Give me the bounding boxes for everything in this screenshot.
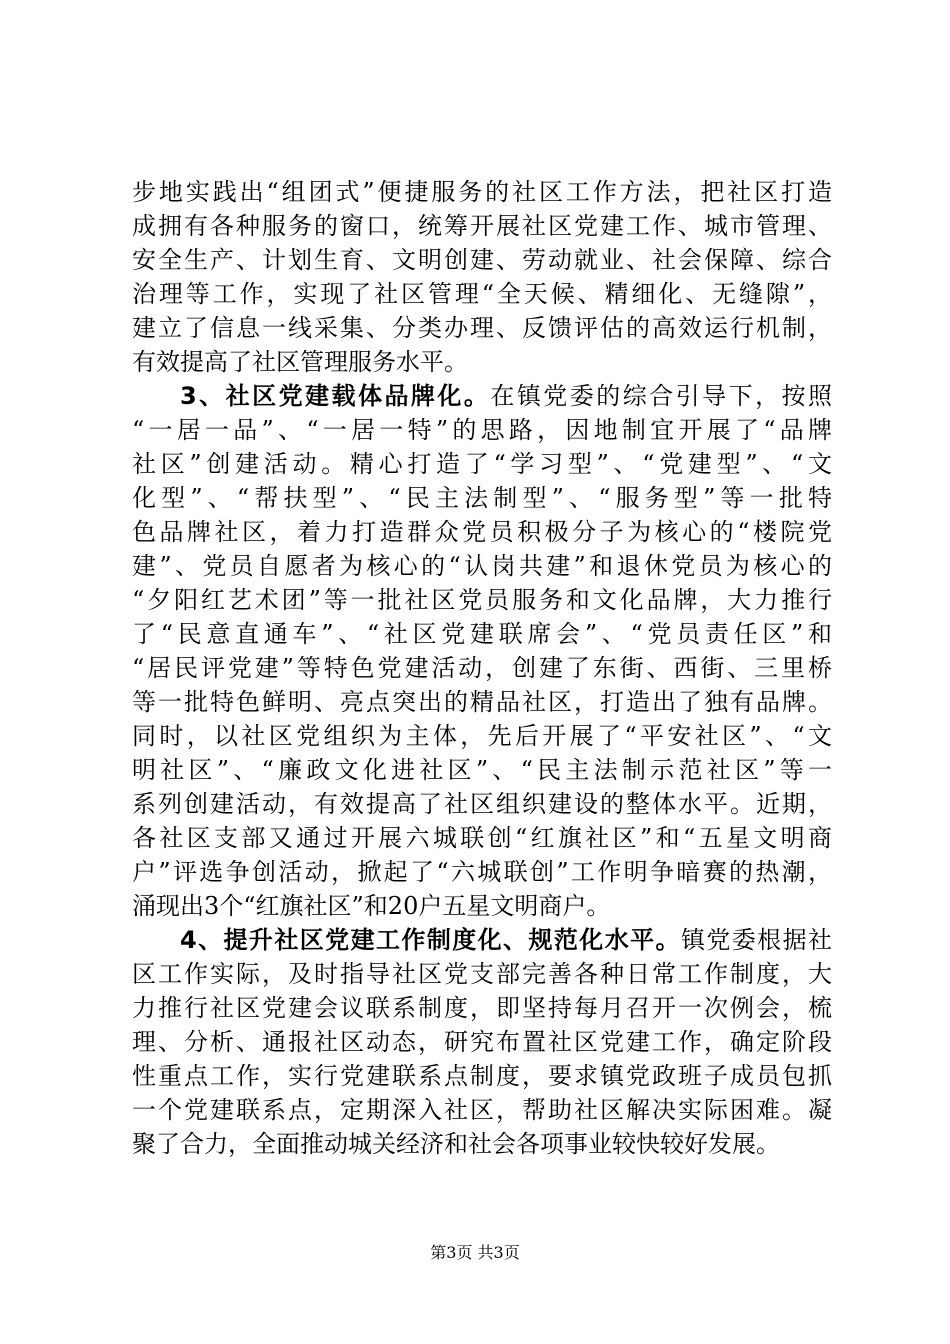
text-line: 建立了信息一线采集、分类办理、反馈评估的高效运行机制， bbox=[132, 314, 832, 342]
text-line: 性重点工作，实行党建联系点制度，要求镇党政班子成员包抓 bbox=[132, 1062, 832, 1090]
text-span: 镇党委根据社 bbox=[680, 926, 832, 954]
text-line: “居民评党建”等特色党建活动，创建了东街、西街、三里桥 bbox=[132, 654, 832, 682]
page-footer: 第3页 共3页 bbox=[430, 1243, 520, 1262]
text-line: 等一批特色鲜明、亮点突出的精品社区，打造出了独有品牌。 bbox=[132, 688, 832, 716]
text-line: 同时，以社区党组织为主体，先后开展了“平安社区”、“文 bbox=[132, 722, 832, 750]
text-line: “夕阳红艺术团”等一批社区党员服务和文化品牌，大力推行 bbox=[132, 586, 832, 614]
text-line: 力推行社区党建会议联系制度，即坚持每月召开一次例会，梳 bbox=[132, 994, 832, 1022]
text-line: 安全生产、计划生育、文明创建、劳动就业、社会保障、综合 bbox=[132, 246, 832, 274]
text-line: 区工作实际，及时指导社区党支部完善各种日常工作制度，大 bbox=[132, 960, 832, 988]
section-heading: 3、社区党建载体品牌化。 bbox=[180, 382, 491, 410]
body-text bbox=[132, 175, 832, 1161]
text-line: 聚了合力，全面推动城关经济和社会各项事业较快较好发展。 bbox=[132, 1130, 780, 1158]
text-line: 涌现出3个“红旗社区”和20户五星文明商户。 bbox=[132, 892, 611, 920]
text-line: “一居一品”、“一居一特”的思路，因地制宜开展了“品牌 bbox=[132, 416, 832, 444]
text-line: 一个党建联系点，定期深入社区，帮助社区解决实际困难。凝 bbox=[132, 1096, 832, 1124]
text-line: 成拥有各种服务的窗口，统筹开展社区党建工作、城市管理、 bbox=[132, 212, 832, 240]
text-line: 社区”创建活动。精心打造了“学习型”、“党建型”、“文 bbox=[132, 450, 832, 478]
text-line: 了“民意直通车”、“社区党建联席会”、“党员责任区”和 bbox=[132, 620, 832, 648]
paragraph-first-line bbox=[132, 923, 832, 957]
text-line: 建”、党员自愿者为核心的“认岗共建”和退休党员为核心的 bbox=[132, 552, 832, 580]
text-line: 治理等工作，实现了社区管理“全天候、精细化、无缝隙”， bbox=[132, 280, 832, 308]
paragraph-first-line bbox=[132, 379, 832, 413]
text-line: 化型”、“帮扶型”、“民主法制型”、“服务型”等一批特 bbox=[132, 484, 832, 512]
text-line: 有效提高了社区管理服务水平。 bbox=[132, 348, 468, 376]
text-span: 在镇党委的综合引导下，按照 bbox=[490, 382, 832, 410]
text-line: 步地实践出“组团式”便捷服务的社区工作方法，把社区打造 bbox=[132, 178, 832, 206]
text-line: 各社区支部又通过开展六城联创“红旗社区”和“五星文明商 bbox=[132, 824, 832, 852]
text-line: 户”评选争创活动，掀起了“六城联创”工作明争暗赛的热潮， bbox=[132, 858, 832, 886]
section-heading: 4、提升社区党建工作制度化、规范化水平。 bbox=[180, 926, 681, 954]
text-line: 明社区”、“廉政文化进社区”、“民主法制示范社区”等一 bbox=[132, 756, 832, 784]
text-line: 理、分析、通报社区动态，研究布置社区党建工作，确定阶段 bbox=[132, 1028, 832, 1056]
text-line: 系列创建活动，有效提高了社区组织建设的整体水平。近期， bbox=[132, 790, 832, 818]
text-line: 色品牌社区，着力打造群众党员积极分子为核心的“楼院党 bbox=[132, 518, 832, 546]
